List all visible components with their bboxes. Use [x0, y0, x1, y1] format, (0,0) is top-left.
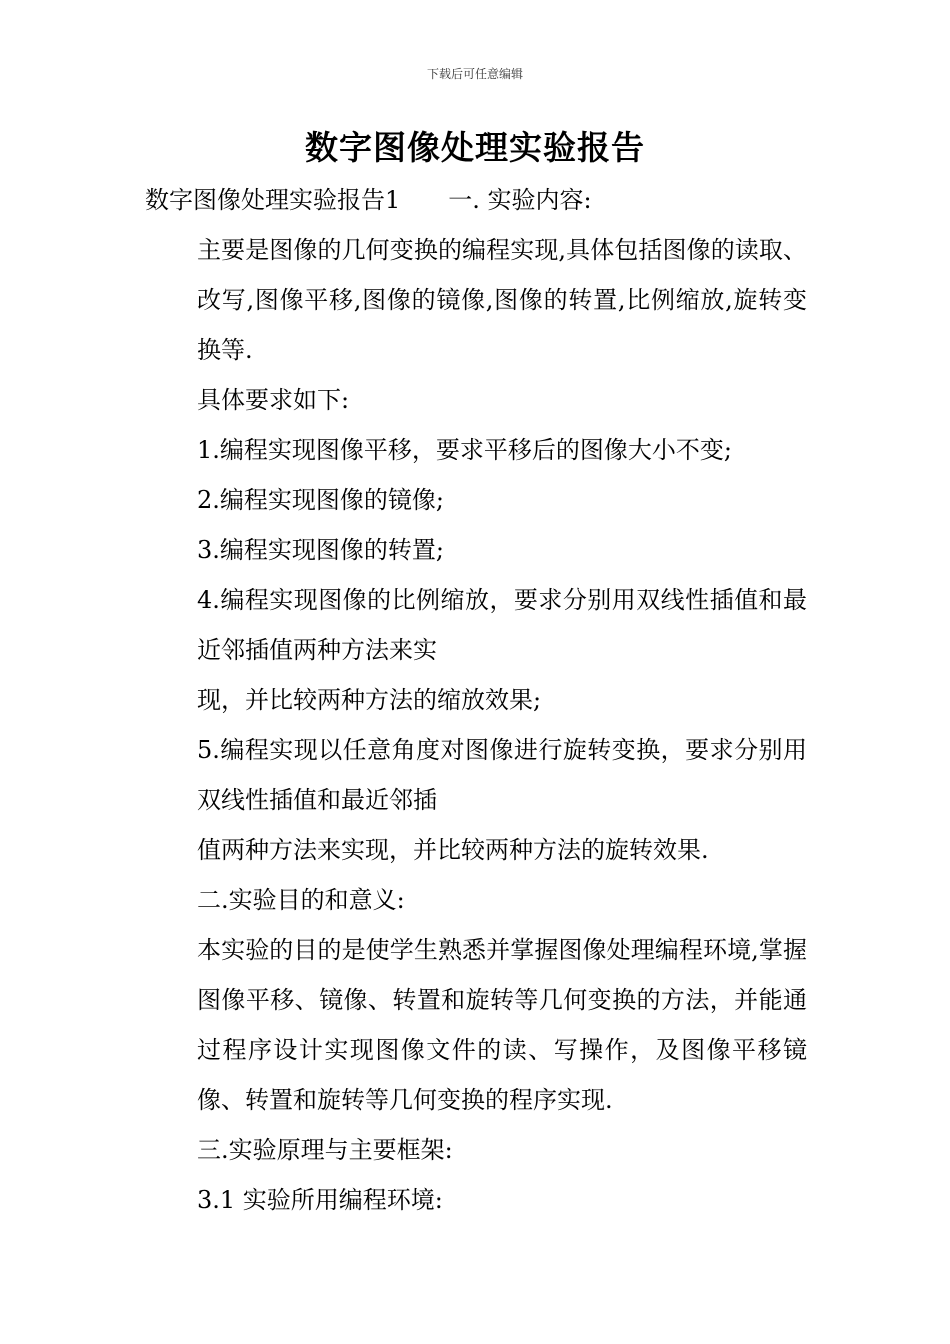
- header-note: 下载后可任意编辑: [426, 67, 523, 81]
- doc-label: 数字图像处理实验报告1: [145, 186, 401, 214]
- requirement-3: 3.编程实现图像的转置;: [197, 536, 444, 564]
- intro-line: [145, 175, 807, 225]
- requirement-5: 5.编程实现以任意角度对图像进行旋转变换，要求分别用双线性插值和最近邻插: [197, 736, 807, 814]
- document-body: [145, 175, 807, 1225]
- section-heading-principles: 三.实验原理与主要框架:: [197, 1136, 453, 1164]
- section-heading-content: 一. 实验内容:: [448, 186, 592, 214]
- requirement-2: 2.编程实现图像的镜像;: [197, 486, 444, 514]
- paragraph-purpose: 本实验的目的是使学生熟悉并掌握图像处理编程环境,掌握图像平移、镜像、转置和旋转等几何变换的方法，并能通过程序设计实现图像文件的读、写操作，及图像平移镜像、转置和旋转等几何变换的程序实现.: [197, 936, 807, 1114]
- section-heading-purpose: 二.实验目的和意义:: [197, 886, 405, 914]
- requirement-4-continued: 现，并比较两种方法的缩放效果;: [197, 686, 542, 714]
- paragraph-overview: 主要是图像的几何变换的编程实现,具体包括图像的读取、改写,图像平移,图像的镜像,图像的转置,比例缩放,旋转变换等.: [197, 236, 807, 364]
- paragraph-requirements-intro: 具体要求如下:: [197, 386, 350, 414]
- requirement-1: 1.编程实现图像平移，要求平移后的图像大小不变;: [197, 436, 732, 464]
- subsection-heading-environment: 3.1 实验所用编程环境:: [197, 1186, 443, 1214]
- requirement-5-continued: 值两种方法来实现，并比较两种方法的旋转效果.: [197, 836, 709, 864]
- requirement-4: 4.编程实现图像的比例缩放，要求分别用双线性插值和最近邻插值两种方法来实: [197, 586, 807, 664]
- document-title: 数字图像处理实验报告: [305, 128, 645, 167]
